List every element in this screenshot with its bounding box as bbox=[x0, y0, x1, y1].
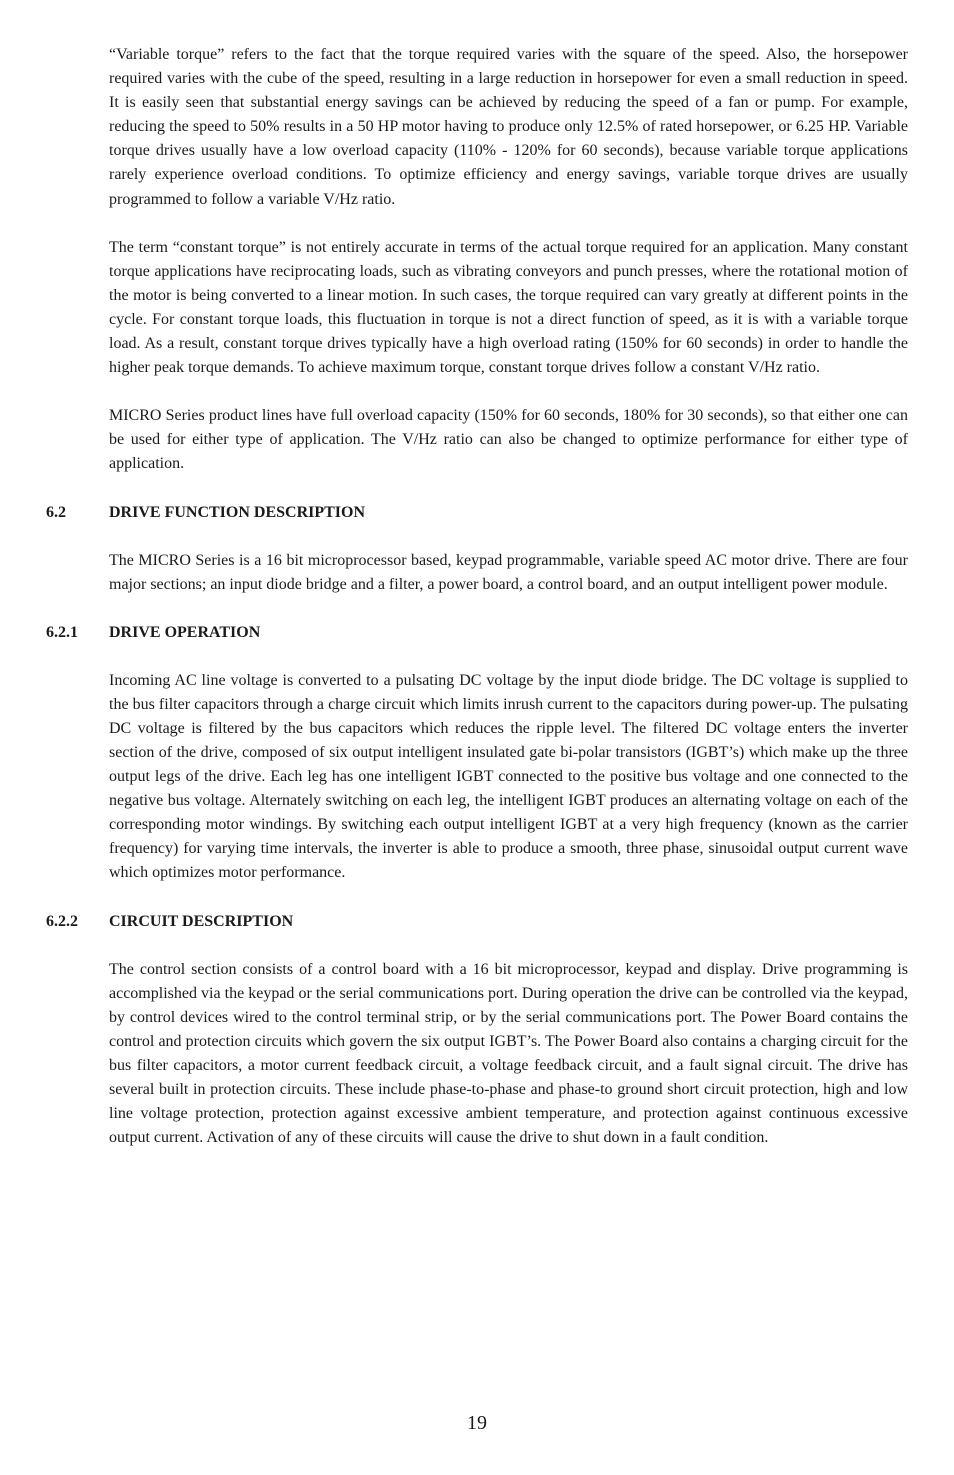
paragraph-constant-torque: The term “constant torque” is not entirely accurate in terms of the actual torque required for an application. Many constant torque applications have reciprocating loads, such as vibrating conveyors and punch presses, where the rotational motion of the motor is being converted to a linear motion. In such cases, the torque required can vary greatly at different points in the cycle. For constant torque loads, this fluctuation in torque is not a direct function of speed, as it is with a variable torque load. As a result, constant torque drives typically have a high overload rating (150% for 60 seconds) in order to handle the higher peak torque demands. To achieve maximum torque, constant torque drives follow a constant V/Hz ratio. bbox=[109, 238, 908, 377]
paragraph-drive-operation: Incoming AC line voltage is converted to a pulsating DC voltage by the input diode bridge. The DC voltage is supplied to the bus filter capacitors through a charge circuit which limits inrush current to the capacitors during power-up. The pulsating DC voltage is filtered by the bus capacitors which reduces the ripple level. The filtered DC voltage enters the inverter section of the drive, composed of six output intelligent insulated gate bi-polar transistors (IGBT’s) which make up the three output legs of the drive. Each leg has one intelligent IGBT connected to the positive bus voltage and one connected to the negative bus voltage. Alternately switching on each leg, the intelligent IGBT produces an alternating voltage on each of the corresponding motor windings. By switching each output intelligent IGBT at a very high frequency (known as the carrier frequency) for varying time intervals, the inverter is able to produce a smooth, three phase, sinusoidal output current wave which optimizes motor performance. bbox=[109, 671, 908, 882]
paragraph-variable-torque: “Variable torque” refers to the fact that the torque required varies with the square of the speed. Also, the horsepower required varies with the cube of the speed, resulting in a large reduction in horsepower for even a small reduction in speed. It is easily seen that substantial energy savings can be achieved by reducing the speed of a fan or pump. For example, reducing the speed to 50% results in a 50 HP motor having to produce only 12.5% of rated horsepower, or 6.25 HP. Variable torque drives usually have a low overload capacity (110% - 120% for 60 seconds), because variable torque applications rarely experience overload conditions. To optimize efficiency and energy savings, variable torque drives are usually programmed to follow a variable V/Hz ratio. bbox=[109, 46, 908, 208]
paragraph-micro-series: MICRO Series product lines have full overload capacity (150% for 60 seconds, 180% for 30 seconds), so that either one can be used for either type of application. The V/Hz ratio can also be changed to optimize performance for either type of application. bbox=[109, 407, 908, 473]
page-content bbox=[46, 43, 908, 1150]
section-heading-6-2-2 bbox=[46, 910, 908, 934]
section-number: 6.2.2 bbox=[46, 912, 78, 930]
section-title: DRIVE FUNCTION DESCRIPTION bbox=[109, 503, 366, 521]
page-number: 19 bbox=[467, 1412, 487, 1434]
section-number: 6.2 bbox=[46, 503, 66, 521]
section-title: CIRCUIT DESCRIPTION bbox=[109, 912, 294, 930]
section-heading-6-2-1 bbox=[46, 621, 908, 645]
section-heading-6-2 bbox=[46, 501, 908, 525]
paragraph-circuit-description: The control section consists of a control board with a 16 bit microprocessor, keypad and display. Drive programming is accomplished via the keypad or the serial communications port. During operation the drive can be controlled via the keypad, by control devices wired to the control terminal strip, or by the serial communications port. The Power Board contains the control and protection circuits which govern the six output IGBT’s. The Power Board also contains a charging circuit for the bus filter capacitors, a motor current feedback circuit, a voltage feedback circuit, and a fault signal circuit. The drive has several built in protection circuits. These include phase-to-phase and phase-to ground short circuit protection, high and low line voltage protection, protection against excessive ambient temperature, and protection against continuous excessive output current. Activation of any of these circuits will cause the drive to shut down in a fault condition. bbox=[109, 960, 908, 1147]
section-number: 6.2.1 bbox=[46, 623, 78, 641]
paragraph-drive-function: The MICRO Series is a 16 bit microprocessor based, keypad programmable, variable speed AC motor drive. There are four major sections; an input diode bridge and a filter, a power board, a control board, and an output intelligent power module. bbox=[109, 551, 908, 593]
section-title: DRIVE OPERATION bbox=[109, 623, 261, 641]
